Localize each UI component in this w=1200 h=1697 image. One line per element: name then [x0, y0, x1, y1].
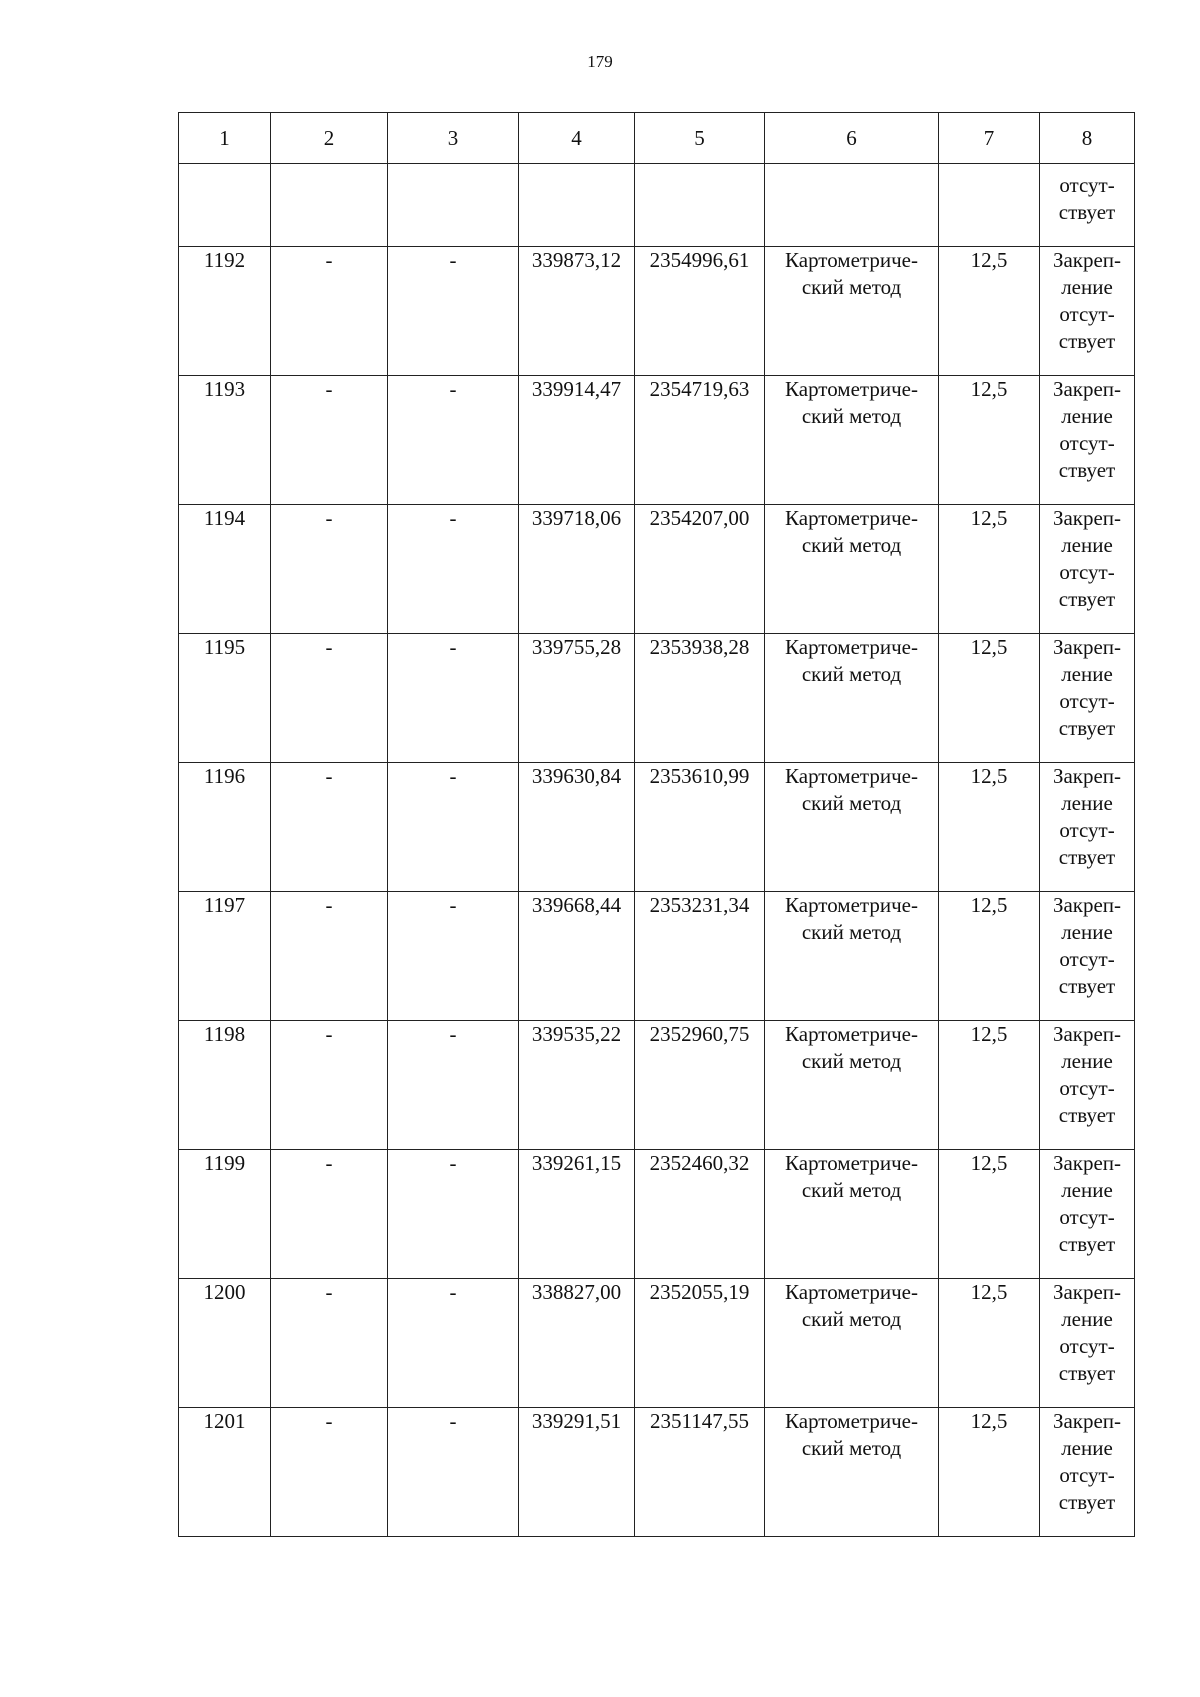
fixing-cell — [1040, 247, 1135, 376]
fixing-line: отсут- — [1059, 1076, 1115, 1100]
table-row — [179, 247, 1135, 376]
method-line: Картометриче- — [785, 377, 918, 401]
point-number-cell: 1199 — [179, 1150, 271, 1279]
fixing-line: Закреп- — [1052, 506, 1122, 530]
fixing-line: ствует — [1058, 845, 1116, 869]
table-row — [179, 1279, 1135, 1408]
point-number-cell: 1196 — [179, 763, 271, 892]
point-number-cell: 1192 — [179, 247, 271, 376]
table-row — [179, 376, 1135, 505]
fixing-line: отсут- — [1059, 689, 1115, 713]
fixing-cell — [1040, 164, 1135, 247]
empty-cell — [519, 164, 635, 247]
method-line: ский метод — [801, 275, 902, 299]
column-3-cell: - — [388, 505, 519, 634]
method-line: ский метод — [801, 533, 902, 557]
fixing-line: ствует — [1058, 587, 1116, 611]
point-number-cell: 1194 — [179, 505, 271, 634]
coordinates-table — [178, 112, 1135, 1537]
header-cell: 2 — [271, 113, 388, 164]
fixing-cell — [1040, 763, 1135, 892]
point-number-cell: 1193 — [179, 376, 271, 505]
method-line: Картометриче- — [785, 764, 918, 788]
precision-cell: 12,5 — [939, 763, 1040, 892]
fixing-line: ление — [1061, 275, 1113, 299]
column-2-cell: - — [271, 376, 388, 505]
method-line: Картометриче- — [785, 248, 918, 272]
fixing-line: ствует — [1058, 329, 1116, 353]
fixing-cell — [1040, 892, 1135, 1021]
method-line: ский метод — [801, 791, 902, 815]
table-row — [179, 1150, 1135, 1279]
fixing-cell — [1040, 1150, 1135, 1279]
method-cell — [765, 892, 939, 1021]
method-line: Картометриче- — [785, 635, 918, 659]
x-coordinate-cell: 339261,15 — [519, 1150, 635, 1279]
empty-cell — [271, 164, 388, 247]
fixing-line: Закреп- — [1052, 764, 1122, 788]
method-line: ский метод — [801, 920, 902, 944]
precision-cell: 12,5 — [939, 505, 1040, 634]
fixing-line: ление — [1061, 1049, 1113, 1073]
column-3-cell: - — [388, 1279, 519, 1408]
column-2-cell: - — [271, 505, 388, 634]
fixing-line: ление — [1061, 1178, 1113, 1202]
x-coordinate-cell: 339718,06 — [519, 505, 635, 634]
fixing-line: отсут- — [1059, 818, 1115, 842]
precision-cell: 12,5 — [939, 1021, 1040, 1150]
fixing-line: ствует — [1058, 200, 1116, 224]
column-2-cell: - — [271, 892, 388, 1021]
fixing-line: отсут- — [1059, 1334, 1115, 1358]
method-line: Картометриче- — [785, 1151, 918, 1175]
fixing-line: Закреп- — [1052, 1022, 1122, 1046]
fixing-line: ление — [1061, 404, 1113, 428]
precision-cell: 12,5 — [939, 247, 1040, 376]
x-coordinate-cell: 339630,84 — [519, 763, 635, 892]
y-coordinate-cell: 2353938,28 — [635, 634, 765, 763]
fixing-line: отсут- — [1059, 173, 1115, 197]
fixing-line: Закреп- — [1052, 377, 1122, 401]
fixing-line: ствует — [1058, 1490, 1116, 1514]
fixing-line: отсут- — [1059, 1463, 1115, 1487]
point-number-cell: 1201 — [179, 1408, 271, 1537]
method-line: ский метод — [801, 1049, 902, 1073]
x-coordinate-cell: 339755,28 — [519, 634, 635, 763]
fixing-line: Закреп- — [1052, 1409, 1122, 1433]
precision-cell: 12,5 — [939, 1408, 1040, 1537]
method-line: ский метод — [801, 1436, 902, 1460]
column-2-cell: - — [271, 247, 388, 376]
fixing-line: отсут- — [1059, 560, 1115, 584]
header-cell: 8 — [1040, 113, 1135, 164]
table-row — [179, 763, 1135, 892]
column-2-cell: - — [271, 1279, 388, 1408]
header-cell: 1 — [179, 113, 271, 164]
fixing-line: ление — [1061, 920, 1113, 944]
fixing-line: ление — [1061, 1307, 1113, 1331]
point-number-cell: 1197 — [179, 892, 271, 1021]
y-coordinate-cell: 2353610,99 — [635, 763, 765, 892]
header-cell: 5 — [635, 113, 765, 164]
header-cell: 6 — [765, 113, 939, 164]
fixing-line: ствует — [1058, 1232, 1116, 1256]
header-cell: 7 — [939, 113, 1040, 164]
table-body — [179, 113, 1135, 1537]
column-3-cell: - — [388, 634, 519, 763]
point-number-cell: 1200 — [179, 1279, 271, 1408]
fixing-line: ствует — [1058, 974, 1116, 998]
continuation-row — [179, 164, 1135, 247]
method-cell — [765, 1021, 939, 1150]
method-line: Картометриче- — [785, 1280, 918, 1304]
column-2-cell: - — [271, 763, 388, 892]
header-row — [179, 113, 1135, 164]
column-3-cell: - — [388, 763, 519, 892]
empty-cell — [388, 164, 519, 247]
method-cell — [765, 505, 939, 634]
y-coordinate-cell: 2354207,00 — [635, 505, 765, 634]
fixing-cell — [1040, 376, 1135, 505]
table-row — [179, 634, 1135, 763]
method-line: Картометриче- — [785, 1022, 918, 1046]
x-coordinate-cell: 339873,12 — [519, 247, 635, 376]
method-cell — [765, 247, 939, 376]
column-3-cell: - — [388, 247, 519, 376]
point-number-cell: 1195 — [179, 634, 271, 763]
table-row — [179, 892, 1135, 1021]
method-line: ский метод — [801, 404, 902, 428]
column-2-cell: - — [271, 634, 388, 763]
fixing-cell — [1040, 634, 1135, 763]
precision-cell: 12,5 — [939, 376, 1040, 505]
fixing-line: Закреп- — [1052, 248, 1122, 272]
method-cell — [765, 376, 939, 505]
fixing-line: отсут- — [1059, 1205, 1115, 1229]
x-coordinate-cell: 339291,51 — [519, 1408, 635, 1537]
empty-cell — [765, 164, 939, 247]
fixing-cell — [1040, 505, 1135, 634]
table-row — [179, 505, 1135, 634]
y-coordinate-cell: 2354719,63 — [635, 376, 765, 505]
fixing-cell — [1040, 1021, 1135, 1150]
fixing-line: ление — [1061, 533, 1113, 557]
column-2-cell: - — [271, 1021, 388, 1150]
column-2-cell: - — [271, 1408, 388, 1537]
method-line: ский метод — [801, 1307, 902, 1331]
empty-cell — [179, 164, 271, 247]
y-coordinate-cell: 2353231,34 — [635, 892, 765, 1021]
method-line: Картометриче- — [785, 506, 918, 530]
fixing-line: Закреп- — [1052, 635, 1122, 659]
precision-cell: 12,5 — [939, 892, 1040, 1021]
x-coordinate-cell: 339535,22 — [519, 1021, 635, 1150]
precision-cell: 12,5 — [939, 634, 1040, 763]
fixing-line: ствует — [1058, 1103, 1116, 1127]
column-3-cell: - — [388, 892, 519, 1021]
fixing-line: отсут- — [1059, 431, 1115, 455]
method-cell — [765, 1279, 939, 1408]
column-3-cell: - — [388, 1150, 519, 1279]
header-cell: 3 — [388, 113, 519, 164]
precision-cell: 12,5 — [939, 1150, 1040, 1279]
table-row — [179, 1408, 1135, 1537]
y-coordinate-cell: 2352960,75 — [635, 1021, 765, 1150]
method-cell — [765, 634, 939, 763]
point-number-cell: 1198 — [179, 1021, 271, 1150]
fixing-cell — [1040, 1279, 1135, 1408]
fixing-cell — [1040, 1408, 1135, 1537]
x-coordinate-cell: 339668,44 — [519, 892, 635, 1021]
method-line: ский метод — [801, 1178, 902, 1202]
column-3-cell: - — [388, 1408, 519, 1537]
fixing-line: отсут- — [1059, 947, 1115, 971]
fixing-line: ствует — [1058, 458, 1116, 482]
method-line: Картометриче- — [785, 893, 918, 917]
fixing-line: отсут- — [1059, 302, 1115, 326]
fixing-line: ление — [1061, 1436, 1113, 1460]
header-cell: 4 — [519, 113, 635, 164]
fixing-line: Закреп- — [1052, 893, 1122, 917]
table-row — [179, 1021, 1135, 1150]
y-coordinate-cell: 2351147,55 — [635, 1408, 765, 1537]
x-coordinate-cell: 339914,47 — [519, 376, 635, 505]
fixing-line: Закреп- — [1052, 1151, 1122, 1175]
x-coordinate-cell: 338827,00 — [519, 1279, 635, 1408]
fixing-line: ствует — [1058, 1361, 1116, 1385]
method-line: Картометриче- — [785, 1409, 918, 1433]
precision-cell: 12,5 — [939, 1279, 1040, 1408]
empty-cell — [939, 164, 1040, 247]
empty-cell — [635, 164, 765, 247]
method-cell — [765, 1408, 939, 1537]
column-3-cell: - — [388, 376, 519, 505]
y-coordinate-cell: 2354996,61 — [635, 247, 765, 376]
method-cell — [765, 763, 939, 892]
page-number: 179 — [587, 52, 613, 71]
fixing-line: ление — [1061, 791, 1113, 815]
y-coordinate-cell: 2352460,32 — [635, 1150, 765, 1279]
column-3-cell: - — [388, 1021, 519, 1150]
column-2-cell: - — [271, 1150, 388, 1279]
fixing-line: ление — [1061, 662, 1113, 686]
y-coordinate-cell: 2352055,19 — [635, 1279, 765, 1408]
method-line: ский метод — [801, 662, 902, 686]
method-cell — [765, 1150, 939, 1279]
fixing-line: Закреп- — [1052, 1280, 1122, 1304]
fixing-line: ствует — [1058, 716, 1116, 740]
